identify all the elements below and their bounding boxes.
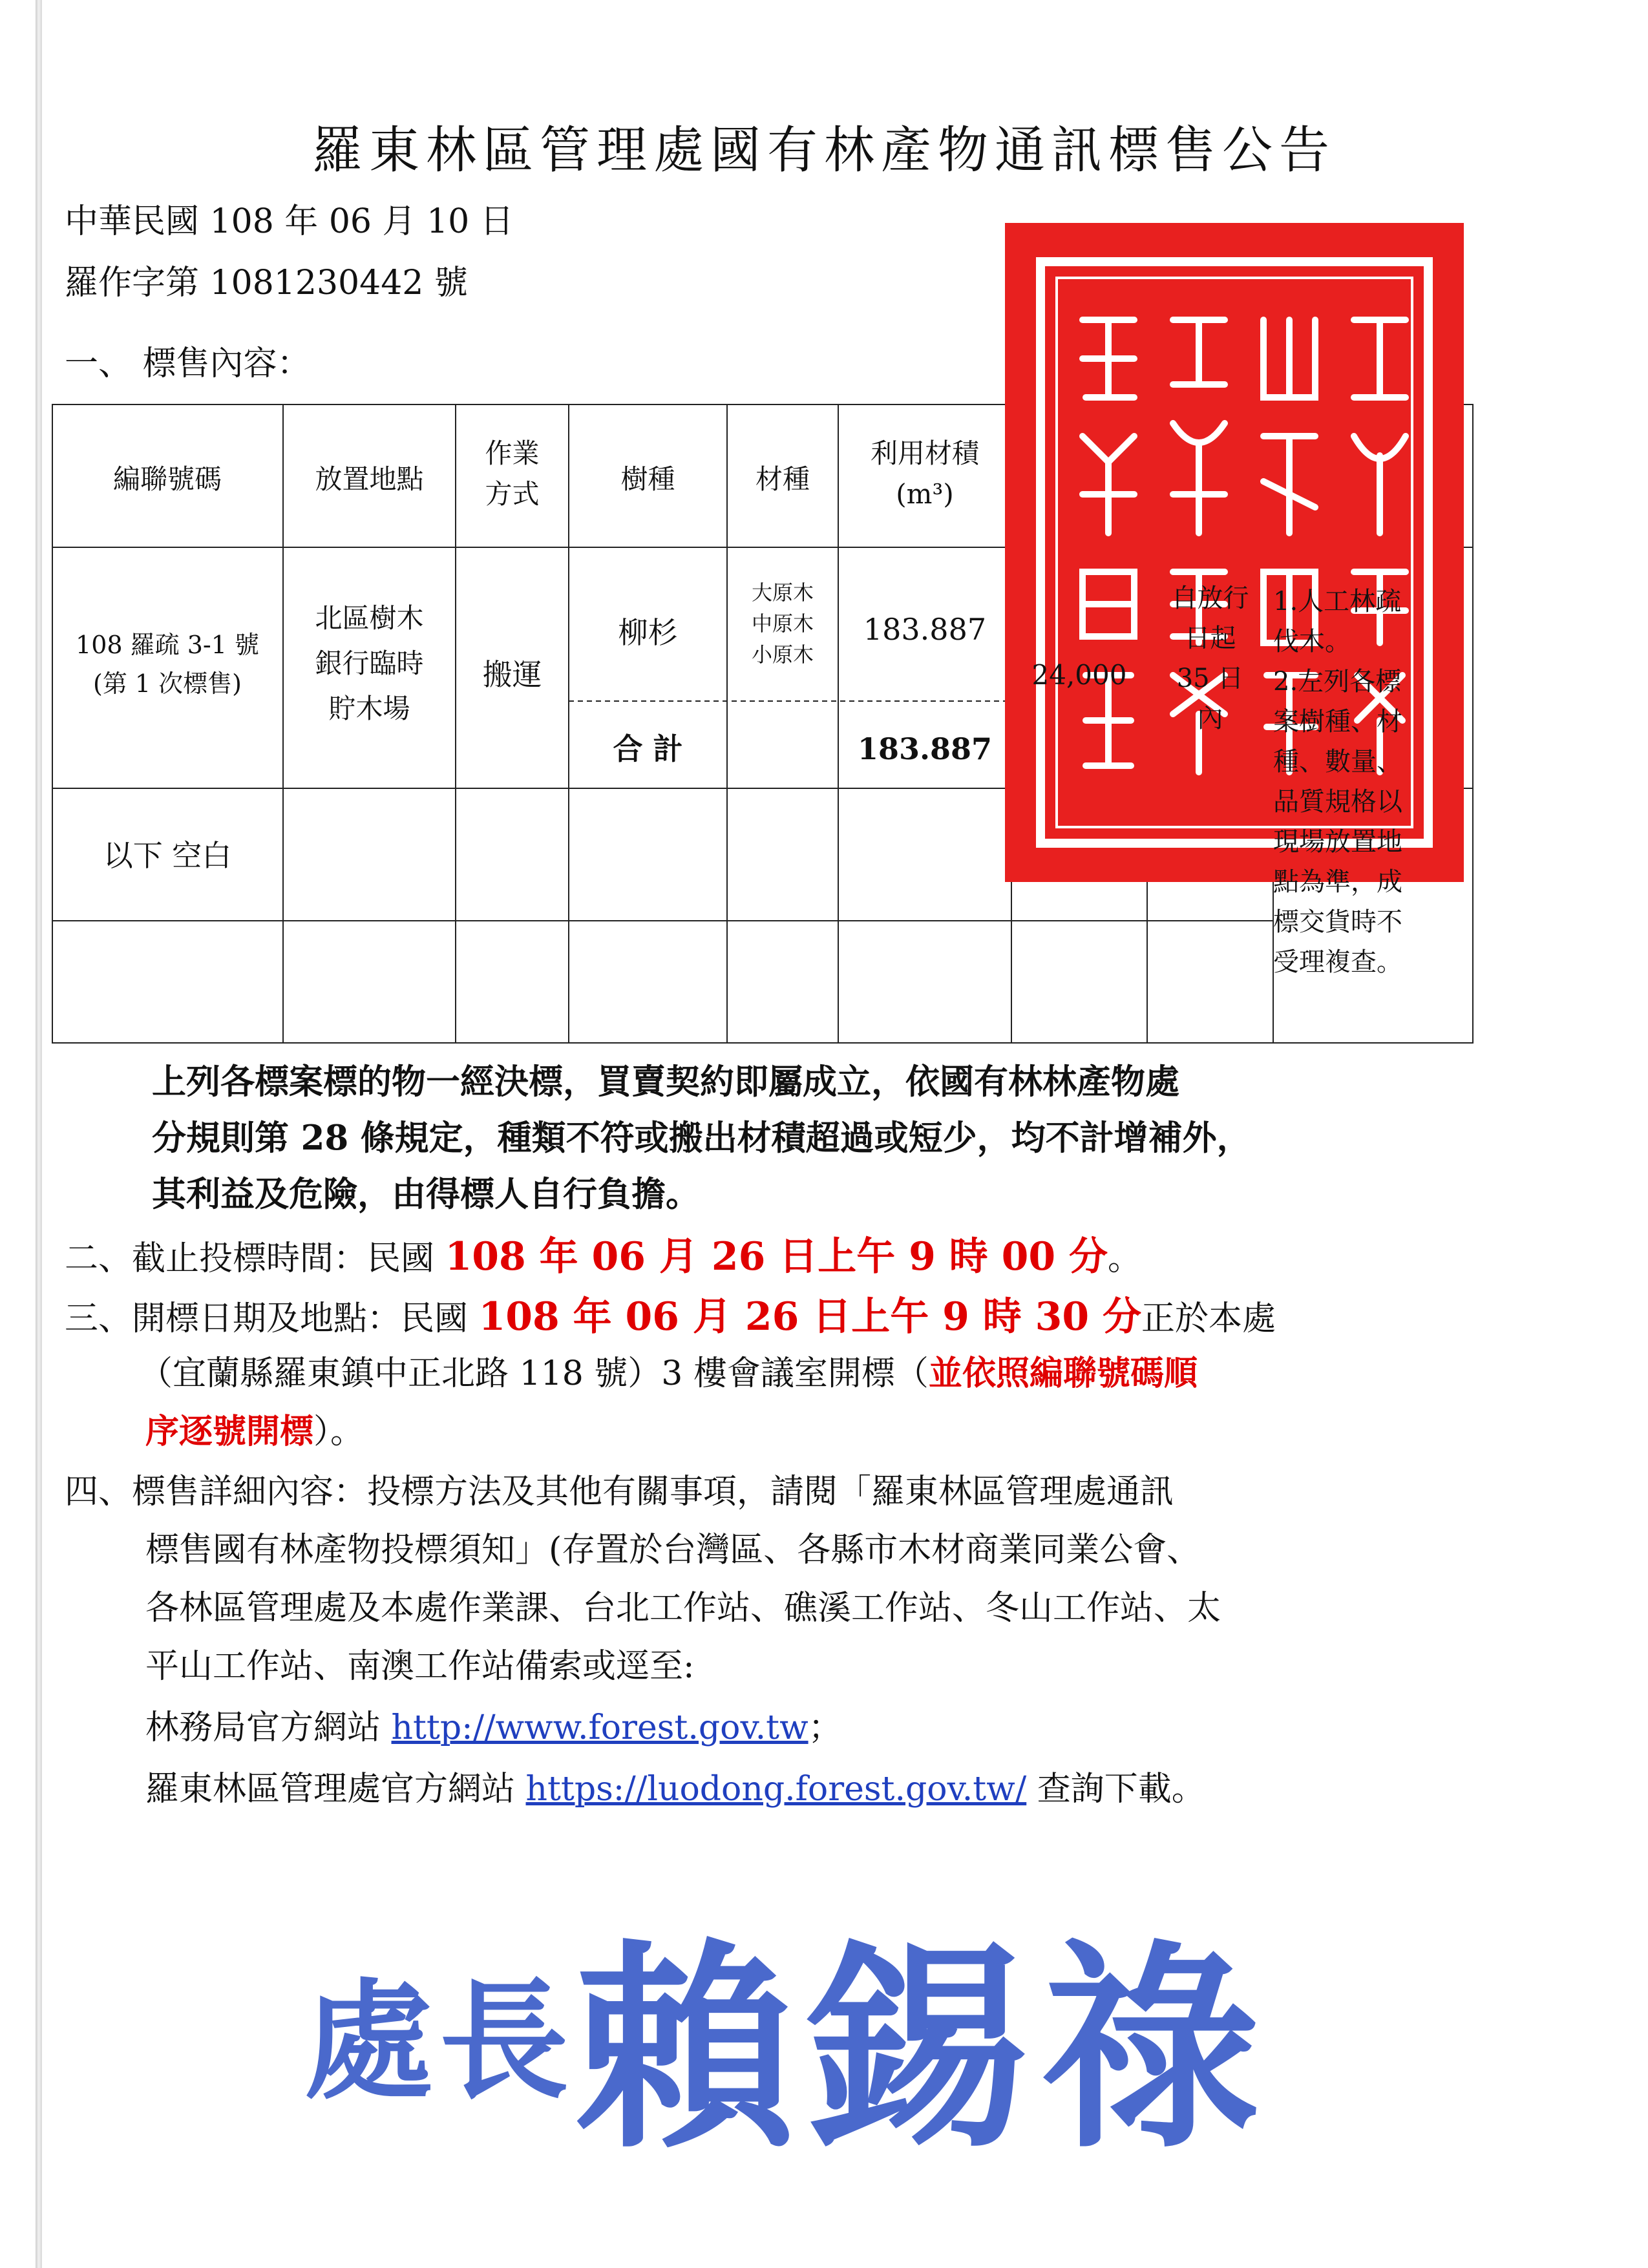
director-signature-stamp — [304, 1874, 1338, 2178]
document-number: 羅作字第 1081230442 號 — [65, 264, 468, 302]
section-4-line-3: 各林區管理處及本處作業課、台北工作站、礁溪工作站、冬山工作站、太 — [145, 1589, 1221, 1628]
section-4-line-1: 四、標售詳細內容：投標方法及其他有關事項，請閱「羅東林區管理處通訊 — [65, 1473, 1174, 1511]
document-title: 羅東林區管理處國有林產物通訊標售公告 — [312, 121, 1336, 180]
row1-species: 柳杉 — [618, 615, 678, 650]
row1-method: 搬運 — [482, 657, 542, 692]
row1-location-line3: 貯木場 — [328, 693, 410, 724]
signature-name: 賴錫祿 — [575, 1920, 1273, 2178]
luodong-office-link[interactable]: https://luodong.forest.gov.tw/ — [525, 1770, 1027, 1809]
remark-line: 標交貨時不 — [1273, 907, 1402, 937]
row1-location-line2: 銀行臨時 — [315, 647, 424, 679]
document-date: 中華民國 108 年 06 月 10 日 — [65, 202, 514, 241]
section-4-line-4: 平山工作站、南澳工作站備索或逕至: — [145, 1647, 695, 1686]
section-3-opening-time: 108 年 06 月 26 日上午 9 時 30 分 — [478, 1294, 1142, 1339]
remark-line: 現場放置地 — [1273, 827, 1402, 857]
period-line: 內 — [1197, 704, 1223, 733]
header-code: 編聯號碼 — [112, 463, 222, 495]
section-2-suffix: 。 — [1108, 1239, 1142, 1278]
section-2-prefix: 二、截止投標時間：民國 — [65, 1239, 445, 1278]
section-4-line-2: 標售國有林產物投標須知」(存置於台灣區、各縣市木材商業同業公會、 — [145, 1531, 1201, 1570]
forestry-bureau-link[interactable]: http://www.forest.gov.tw — [391, 1708, 808, 1747]
remark-line: 種、數量、 — [1273, 747, 1402, 777]
header-volume-line1: 利用材積 — [870, 437, 979, 469]
section-4-line-5 — [145, 1708, 842, 1747]
paragraph-line-1: 上列各標案標的物一經決標，買賣契約即屬成立，依國有林林產物處 — [152, 1062, 1179, 1102]
section-3-prefix: 三、開標日期及地點：民國 — [65, 1299, 479, 1338]
row1-material-line2: 中原木 — [751, 611, 814, 636]
remark-line: 伐木。 — [1273, 627, 1351, 656]
section-3-note-part2: 序逐號開標 — [145, 1412, 314, 1451]
row1-code-line2: (第 1 次標售) — [93, 669, 242, 698]
row1-location-line1: 北區樹木 — [315, 602, 424, 634]
header-method-line2: 方式 — [485, 478, 540, 510]
remark-line: 點為準，成 — [1273, 867, 1402, 897]
section-1-heading: 一、 標售內容： — [65, 344, 311, 383]
remark-line: 1.人工林疏 — [1273, 587, 1402, 616]
remark-line: 受理複查。 — [1273, 947, 1402, 977]
row1-material-line3: 小原木 — [751, 642, 814, 667]
row1-period — [1147, 578, 1273, 739]
header-volume-line2: (m³) — [896, 478, 954, 510]
row1-deposit: 24,000 — [1031, 659, 1127, 691]
header-species: 樹種 — [620, 463, 675, 495]
header-location: 放置地點 — [315, 463, 424, 495]
section-3-suffix: 正於本處 — [1141, 1299, 1276, 1338]
blank-note: 以下 空白 — [103, 838, 232, 873]
remark-line: 2.左列各標 — [1273, 667, 1402, 697]
period-line: 日起 — [1184, 624, 1236, 653]
luodong-office-suffix: 查詢下載。 — [1026, 1770, 1205, 1809]
page-edge-shadow — [36, 0, 42, 2268]
section-3-close: ）。 — [313, 1412, 364, 1451]
row1-code-line1: 108 羅疏 3-1 號 — [76, 631, 259, 659]
luodong-office-label: 羅東林區管理處官方網站 — [145, 1770, 526, 1809]
section-2-deadline: 108 年 06 月 26 日上午 9 時 00 分 — [445, 1234, 1108, 1279]
header-method-line1: 作業 — [485, 437, 540, 469]
signature-title: 處長 — [304, 1966, 576, 2117]
section-3-line-3 — [145, 1412, 364, 1451]
remark-line: 品質規格以 — [1273, 787, 1402, 817]
paragraph-line-2: 分規則第 28 條規定，種類不符或搬出材積超過或短少，均不計增補外， — [152, 1118, 1251, 1158]
section-3-address: （宜蘭縣羅東鎮中正北路 118 號）3 樓會議室開標（ — [139, 1354, 929, 1393]
header-material: 材種 — [755, 463, 810, 495]
section-3-note-part1: 並依照編聯號碼順 — [928, 1354, 1198, 1393]
remarks-block — [1273, 582, 1474, 982]
row1-material-line1: 大原木 — [751, 580, 814, 605]
forestry-bureau-label: 林務局官方網站 — [145, 1708, 392, 1747]
period-line: 35 日 — [1176, 664, 1244, 693]
section-3-line-1 — [65, 1294, 1276, 1339]
section-3-line-2 — [139, 1354, 1198, 1393]
section-4-line-6 — [145, 1770, 1205, 1809]
remark-line: 案樹種、材 — [1273, 707, 1402, 737]
section-2 — [65, 1234, 1142, 1279]
row1-volume: 183.887 — [863, 612, 987, 647]
period-line: 自放行 — [1171, 583, 1249, 613]
forestry-bureau-suffix: ； — [808, 1708, 842, 1747]
total-label: 合 計 — [613, 731, 683, 766]
total-volume: 183.887 — [857, 731, 993, 766]
paragraph-line-3: 其利益及危險，由得標人自行負擔。 — [152, 1174, 700, 1214]
